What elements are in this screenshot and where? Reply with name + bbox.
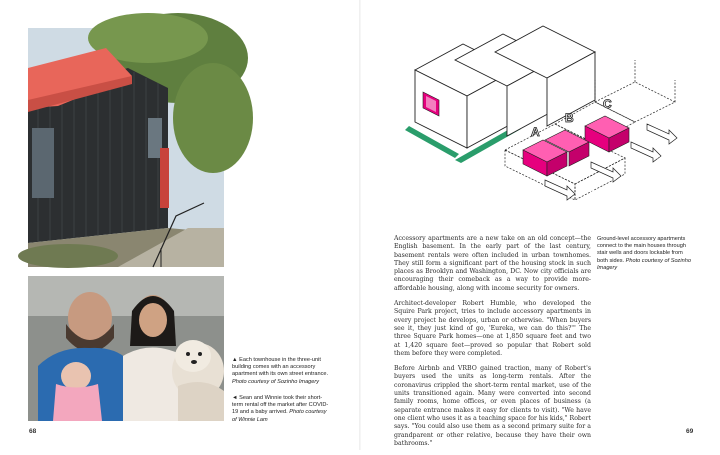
unit-label-c: C [603,97,612,111]
body-paragraph: Architect-developer Robert Humble, who developed the Squire Park project, tries to include accessory apartments in every project he develops, urban or otherwise. "When buyers see it, they just kind of go, 'Eureka, we can do this?'" The three Square Park homes—one at 1,850 square feet and two at 1,420 square feet—proved so popular that Robert sold them before they were completed. [394,300,591,357]
townhouse-caption-credit: Photo courtesy of Sozinho Imagery [232,378,320,385]
family-caption-credit: Photo courtesy of Winnie Lam [232,409,327,423]
townhouse-caption-text: ▲ Each townhouse in the three-unit building comes with an accessory apartment with its own street entrance. [232,357,329,378]
townhouse-caption [232,357,332,386]
arrow-label: upper level entries [628,166,674,195]
unit-label-a: A [531,125,540,139]
family-caption [232,395,332,424]
arrow-label: upper level entries [644,148,690,177]
unit-label-b: B [565,111,574,125]
axonometric-diagram [395,30,690,239]
article-body [394,235,591,455]
page-gutter [359,0,361,450]
page-number-left: 68 [29,428,37,435]
arrow-label: lower level entries [552,210,597,239]
diagram-caption-credit: Photo courtesy of Sozinho Imagery [597,257,691,271]
diagram-caption-text: Ground-level accessory apartments connect to the main houses through stair wells and doors lockable from both sides. [597,236,686,264]
body-paragraph: Accessory apartments are a new take on an old concept—the English basement. In the early part of the last century, basement rentals were often included in urban townhomes. They still form a significant part of the housing stock in such places as Brooklyn and Washington, DC. Now city officials are encouraging their comeback as a way to provide more-affordable housing, along with income security for owners. [394,235,591,292]
family-caption-text: ◄ Sean and Winnie took their short-term rental off the market after COVID-19 and a baby arrived. [232,395,329,416]
page-number-right: 69 [686,428,694,435]
family-photo [28,276,224,421]
townhouse-block [415,26,595,148]
body-paragraph: Before Airbnb and VRBO gained traction, many of Robert's buyers used the units as long-term rentals. After the coronavirus crippled the short-term rental market, use of the units transitioned again. Many were converted into second family rooms, home offices, or even places of business (a separate entrance makes it easy for clients to visit). "We have one client who uses it as a teaching space for his kids," Robert says. "You could also use them as a second primary suite for a grandparent or other relative, because they have their own bathrooms." [394,365,591,447]
townhouse-photo [28,28,224,267]
arrow-label: lower level entries [590,188,635,217]
diagram-caption [597,236,695,272]
